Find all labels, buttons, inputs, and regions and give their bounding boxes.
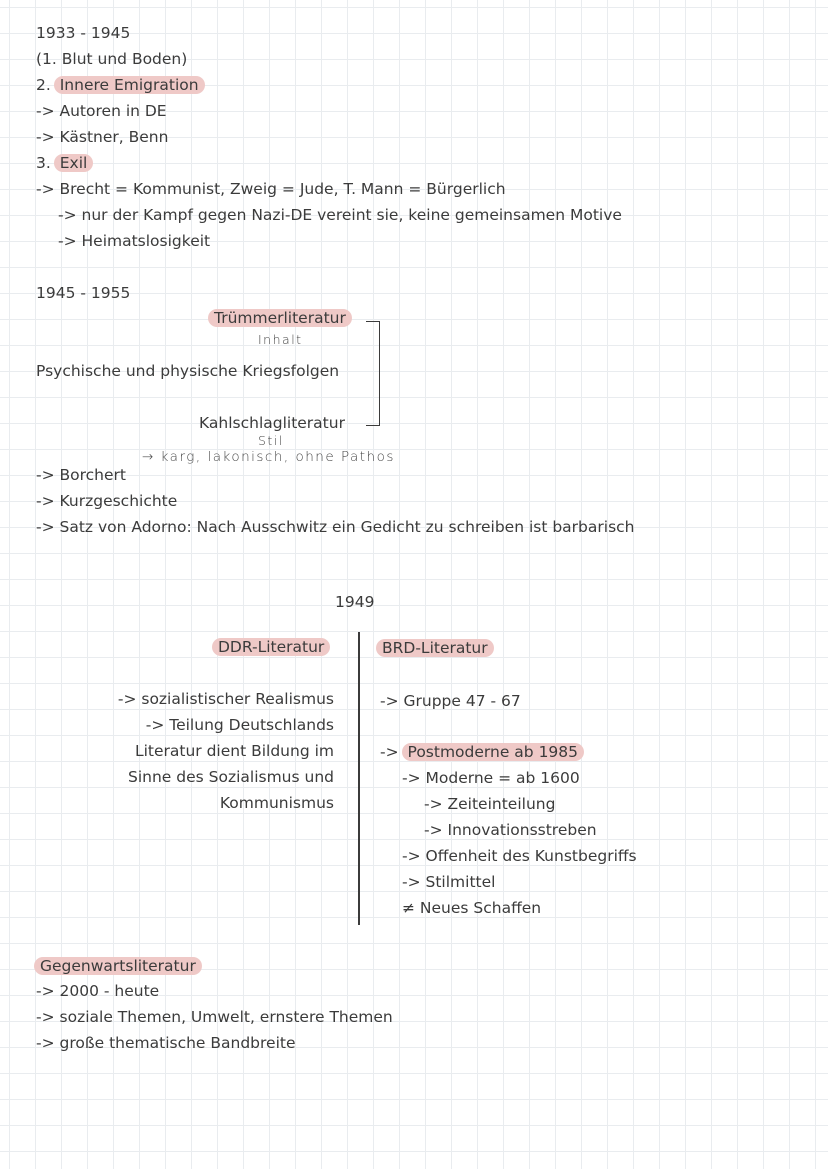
bracket-line — [379, 321, 380, 426]
brd-line: -> Stilmittel — [402, 873, 496, 891]
brd-gruppe-47: -> Gruppe 47 - 67 — [380, 692, 521, 710]
brd-postmoderne — [380, 741, 584, 763]
note-adorno: -> Satz von Adorno: Nach Ausschwitz ein Gedicht zu schreiben ist barbarisch — [36, 518, 635, 536]
ddr-line: Literatur dient Bildung im — [134, 742, 334, 760]
gegenwart-line: -> große thematische Bandbreite — [36, 1034, 296, 1052]
note-heimatslosigkeit: -> Heimatslosigkeit — [58, 232, 211, 250]
note-kurzgeschichte: -> Kurzgeschichte — [36, 492, 178, 510]
highlight-gegenwartsliteratur: Gegenwartsliteratur — [34, 957, 202, 975]
gegenwart-line: -> soziale Themen, Umwelt, ernstere Themen — [36, 1008, 393, 1026]
item-blut-und-boden: (1. Blut und Boden) — [36, 50, 188, 68]
truemmerliteratur — [210, 307, 352, 329]
brd-line: -> Moderne = ab 1600 — [402, 769, 580, 787]
brd-line: ≠ Neues Schaffen — [402, 899, 542, 917]
brd-literatur — [378, 637, 494, 659]
bracket-bottom — [366, 425, 380, 426]
highlight-innere-emigration: Innere Emigration — [54, 76, 205, 94]
handwritten-stil-beschreibung: → karg, lakonisch, ohne Pathos — [142, 449, 395, 465]
kriegsfolgen: Psychische und physische Kriegsfolgen — [36, 362, 340, 380]
kahlschlagliteratur: Kahlschlagliteratur — [199, 414, 345, 432]
period-1945-1955: 1945 - 1955 — [36, 284, 131, 302]
ddr-line: Kommunismus — [219, 794, 334, 812]
bracket-top — [366, 321, 380, 322]
arrow: -> — [380, 743, 399, 761]
item-innere-emigration — [36, 74, 205, 96]
note-kampf-gegen-nazi: -> nur der Kampf gegen Nazi-DE vereint sie, keine gemeinsamen Motive — [58, 206, 622, 224]
note-autoren: -> Autoren in DE — [36, 102, 167, 120]
year-1949: 1949 — [335, 593, 375, 611]
handwritten-inhalt: Inhalt — [258, 332, 303, 347]
ddr-line: -> sozialistischer Realismus — [117, 690, 334, 708]
brd-line: -> Innovationsstreben — [424, 821, 597, 839]
ddr-literatur — [214, 636, 330, 658]
brd-line: -> Offenheit des Kunstbegriffs — [402, 847, 637, 865]
period-1933-1945: 1933 - 1945 — [36, 24, 131, 42]
gegenwart-line: -> 2000 - heute — [36, 982, 160, 1000]
note-borchert: -> Borchert — [36, 466, 126, 484]
highlight-truemmerliteratur: Trümmerliteratur — [208, 309, 352, 327]
highlight-brd-literatur: BRD-Literatur — [376, 639, 494, 657]
gegenwartsliteratur — [36, 955, 202, 977]
item-number: 2. — [36, 76, 51, 94]
item-exil — [36, 152, 93, 174]
handwritten-stil: Stil — [258, 433, 284, 448]
note-kaestner-benn: -> Kästner, Benn — [36, 128, 169, 146]
highlight-ddr-literatur: DDR-Literatur — [212, 638, 330, 656]
brd-line: -> Zeiteinteilung — [424, 795, 556, 813]
note-brecht-zweig-mann: -> Brecht = Kommunist, Zweig = Jude, T. Mann = Bürgerlich — [36, 180, 506, 198]
highlight-exil: Exil — [54, 154, 94, 172]
item-number: 3. — [36, 154, 51, 172]
divider-ddr-brd — [358, 632, 360, 925]
highlight-postmoderne: Postmoderne ab 1985 — [402, 743, 585, 761]
ddr-line: -> Teilung Deutschlands — [145, 716, 334, 734]
ddr-line: Sinne des Sozialismus und — [128, 768, 334, 786]
